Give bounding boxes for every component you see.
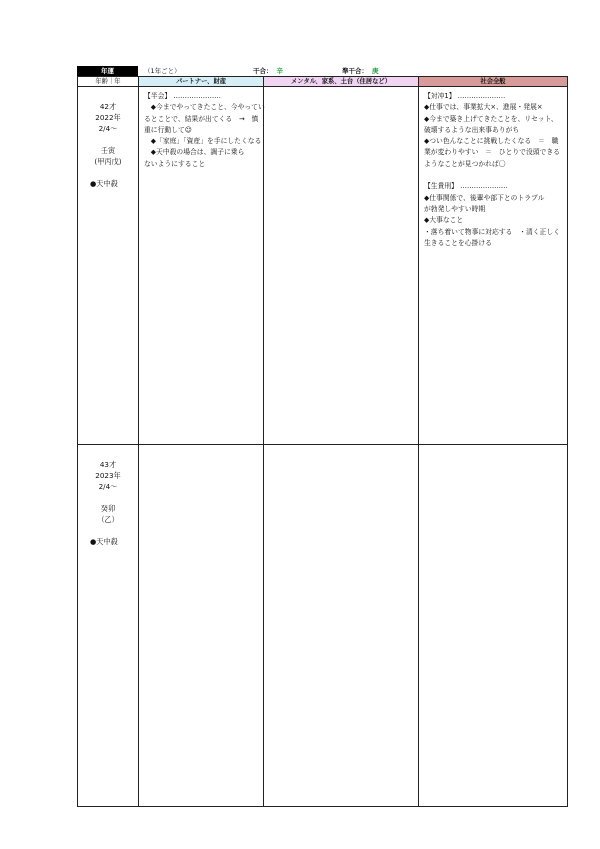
note-line: 【半会】 …………………: [144, 92, 221, 100]
jun-kangou-field: [342, 66, 379, 76]
age-cell: [78, 87, 139, 445]
jun-kangou-label: 準干合：: [342, 67, 368, 75]
date-text: 2/4～: [98, 482, 118, 491]
partner-cell: [139, 87, 264, 445]
note-line: ◆天中殺の場合は、調子に乗ら: [144, 148, 245, 157]
mental-cell: [264, 87, 419, 445]
age-cell: [78, 445, 139, 807]
date-text: 2/4～: [98, 124, 118, 133]
note-line: ・落ち着いて物事に対応する ・清く正しく: [424, 227, 560, 236]
jun-kangou-value: 庚: [372, 67, 379, 75]
kangou-label: 干合：: [253, 67, 273, 75]
age-text: 42才: [99, 102, 117, 111]
hidden-stem-text: （乙）: [97, 515, 119, 524]
fortune-sheet: [77, 66, 567, 807]
stem-text: 癸卯: [100, 504, 116, 513]
age-text: 43才: [99, 460, 117, 469]
kangou-value: 辛: [276, 67, 283, 75]
hidden-stem-text: (甲丙戊): [94, 157, 122, 166]
note-line: ◆大事なこと: [424, 216, 464, 225]
partner-cell: [139, 445, 264, 807]
note-line: 重に行動して☺: [144, 125, 192, 134]
note-line: ◆仕事関係で、後輩や部下とのトラブル: [424, 193, 545, 202]
note-line: ◆「家庭」「資産」を手にしたくなる: [144, 137, 262, 146]
social-cell: [419, 445, 568, 807]
note-line: ないようにすること: [144, 159, 206, 168]
note-line: 【対冲1】 …………………: [424, 92, 506, 100]
year-text: 2022年: [95, 113, 121, 122]
note-line: ◆つい色んなことに挑戦したくなる ＝ 職: [424, 137, 559, 146]
note-line: ◆今までやってきたこと、今やってい: [144, 103, 265, 112]
note-line: るとことで、結果が出てくる → 慎: [144, 114, 259, 123]
note-line: 業が変わりやすい ＝ ひとりで没頭できる: [424, 148, 560, 157]
tenchusatsu-mark: ●天中殺: [90, 179, 118, 188]
stem-text: 壬寅: [100, 146, 116, 155]
year-text: 2023年: [95, 471, 121, 480]
kangou-field: [253, 66, 283, 76]
note-line: 生きることを心掛ける: [424, 238, 492, 247]
column-header-row: [78, 77, 568, 87]
fortune-table: [77, 76, 568, 807]
note-line: 破壊するような出来事ありがち: [424, 125, 520, 134]
column-header-age: 年齢｜年: [78, 77, 139, 87]
social-cell: [419, 87, 568, 445]
note-line: ようなことが見つかれば〇: [424, 159, 506, 168]
period-text: （1年ごと）: [144, 67, 181, 75]
table-row: [78, 445, 568, 807]
note-line: ◆仕事では、事業拡大×、進展・発展×: [424, 103, 543, 112]
sheet-label: 年運: [77, 66, 138, 76]
column-header-social: 社会全般: [419, 77, 568, 87]
note-line: が勃発しやすい時期: [424, 204, 486, 213]
note-line: ◆今まで築き上げてきたことを、リセット、: [424, 114, 558, 123]
column-header-mental: メンタル、家系、土台（住居など）: [264, 77, 419, 87]
note-line: 【生貴刑】 …………………: [424, 182, 508, 191]
tenchusatsu-mark: ●天中殺: [90, 537, 118, 546]
mental-cell: [264, 445, 419, 807]
column-header-partner: パートナー、財産: [139, 77, 264, 87]
sheet-header: [77, 66, 567, 76]
table-row: [78, 87, 568, 445]
